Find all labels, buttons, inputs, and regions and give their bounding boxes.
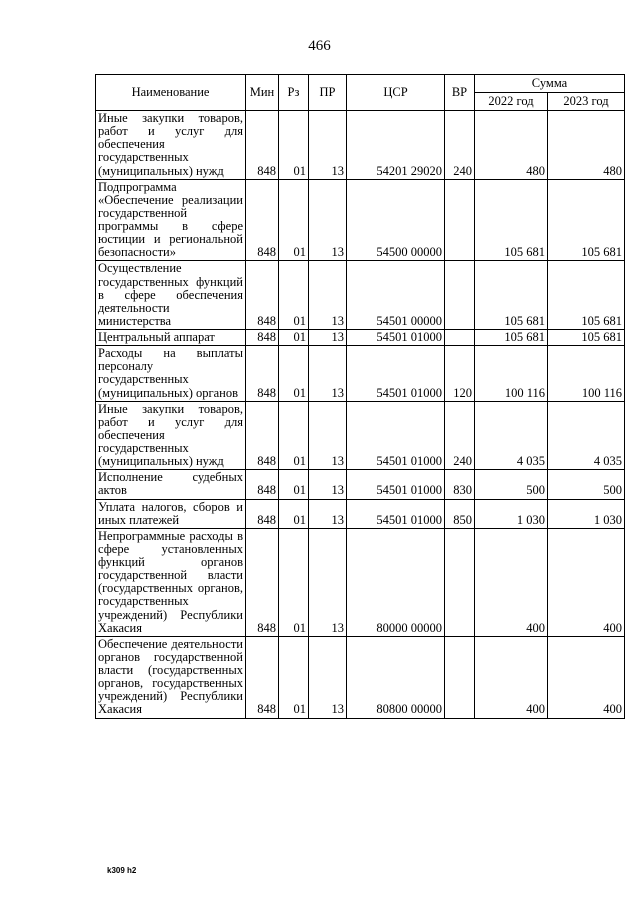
- cell-pr: 13: [309, 636, 347, 718]
- table-row: [96, 636, 625, 718]
- footer-code: k309 h2: [107, 866, 137, 875]
- cell-vr: [445, 179, 475, 261]
- cell-rz: 01: [279, 111, 309, 180]
- cell-name: Подпрограмма «Обеспечение реализации государственной программы в сфере юстиции и региональной безопасности»: [96, 179, 246, 261]
- cell-rz: 01: [279, 261, 309, 330]
- cell-2023: 400: [548, 636, 625, 718]
- cell-2022: 100 116: [475, 346, 548, 402]
- cell-vr: [445, 528, 475, 636]
- header-year-2023: 2023 год: [548, 93, 625, 111]
- cell-vr: [445, 261, 475, 330]
- table-row: [96, 499, 625, 528]
- cell-csr: 54501 00000: [347, 261, 445, 330]
- cell-pr: 13: [309, 528, 347, 636]
- cell-2022: 400: [475, 636, 548, 718]
- cell-vr: 240: [445, 111, 475, 180]
- cell-name: Исполнение судебных актов: [96, 470, 246, 499]
- cell-pr: 13: [309, 261, 347, 330]
- header-rz: Рз: [279, 75, 309, 111]
- cell-vr: 850: [445, 499, 475, 528]
- header-min: Мин: [246, 75, 279, 111]
- table-row: [96, 528, 625, 636]
- cell-2023: 400: [548, 528, 625, 636]
- cell-name: Обеспечение деятельности органов государственной власти (государственных органов, государственных учреждений) Республики Хакасия: [96, 636, 246, 718]
- cell-min: 848: [246, 330, 279, 346]
- cell-rz: 01: [279, 528, 309, 636]
- cell-2023: 4 035: [548, 401, 625, 470]
- cell-min: 848: [246, 401, 279, 470]
- table-header: [96, 75, 625, 111]
- cell-csr: 54500 00000: [347, 179, 445, 261]
- page-number: 466: [308, 38, 331, 54]
- cell-pr: 13: [309, 499, 347, 528]
- budget-table: [95, 74, 625, 719]
- header-vr: ВР: [445, 75, 475, 111]
- cell-vr: [445, 330, 475, 346]
- cell-rz: 01: [279, 346, 309, 402]
- cell-2022: 500: [475, 470, 548, 499]
- table-row: [96, 179, 625, 261]
- cell-csr: 54501 01000: [347, 346, 445, 402]
- cell-min: 848: [246, 470, 279, 499]
- header-pr: ПР: [309, 75, 347, 111]
- cell-min: 848: [246, 179, 279, 261]
- cell-min: 848: [246, 111, 279, 180]
- cell-rz: 01: [279, 470, 309, 499]
- cell-vr: [445, 636, 475, 718]
- cell-csr: 80000 00000: [347, 528, 445, 636]
- cell-min: 848: [246, 346, 279, 402]
- cell-min: 848: [246, 636, 279, 718]
- cell-rz: 01: [279, 636, 309, 718]
- header-year-2022: 2022 год: [475, 93, 548, 111]
- cell-vr: 120: [445, 346, 475, 402]
- cell-2022: 4 035: [475, 401, 548, 470]
- table-row: [96, 111, 625, 180]
- cell-name: Иные закупки товаров, работ и услуг для обеспечения государственных (муниципальных) нужд: [96, 401, 246, 470]
- cell-rz: 01: [279, 401, 309, 470]
- cell-pr: 13: [309, 179, 347, 261]
- cell-2023: 105 681: [548, 261, 625, 330]
- header-sum: Сумма: [475, 75, 625, 93]
- cell-min: 848: [246, 499, 279, 528]
- cell-csr: 54501 01000: [347, 499, 445, 528]
- header-csr: ЦСР: [347, 75, 445, 111]
- cell-pr: 13: [309, 470, 347, 499]
- table-row: [96, 330, 625, 346]
- cell-rz: 01: [279, 499, 309, 528]
- table-row: [96, 261, 625, 330]
- cell-2022: 105 681: [475, 179, 548, 261]
- cell-min: 848: [246, 528, 279, 636]
- cell-2023: 100 116: [548, 346, 625, 402]
- cell-2022: 1 030: [475, 499, 548, 528]
- table-row: [96, 470, 625, 499]
- cell-2023: 1 030: [548, 499, 625, 528]
- cell-pr: 13: [309, 401, 347, 470]
- cell-vr: 240: [445, 401, 475, 470]
- header-name: Наименование: [96, 75, 246, 111]
- cell-2023: 105 681: [548, 179, 625, 261]
- cell-2022: 105 681: [475, 261, 548, 330]
- cell-2023: 480: [548, 111, 625, 180]
- table-body: [96, 111, 625, 719]
- table-row: [96, 401, 625, 470]
- cell-2022: 400: [475, 528, 548, 636]
- cell-name: Осуществление государственных функций в сфере обеспечения деятельности министерства: [96, 261, 246, 330]
- cell-min: 848: [246, 261, 279, 330]
- cell-vr: 830: [445, 470, 475, 499]
- cell-2023: 500: [548, 470, 625, 499]
- cell-csr: 54501 01000: [347, 401, 445, 470]
- cell-2022: 480: [475, 111, 548, 180]
- cell-name: Центральный аппарат: [96, 330, 246, 346]
- cell-name: Иные закупки товаров, работ и услуг для обеспечения государственных (муниципальных) нужд: [96, 111, 246, 180]
- cell-csr: 54201 29020: [347, 111, 445, 180]
- cell-2023: 105 681: [548, 330, 625, 346]
- cell-rz: 01: [279, 179, 309, 261]
- cell-csr: 54501 01000: [347, 330, 445, 346]
- table-row: [96, 346, 625, 402]
- cell-pr: 13: [309, 346, 347, 402]
- cell-name: Непрограммные расходы в сфере установленных функций органов государственной власти (государственных органов, государственных учреждений) Республики Хакасия: [96, 528, 246, 636]
- cell-name: Уплата налогов, сборов и иных платежей: [96, 499, 246, 528]
- cell-2022: 105 681: [475, 330, 548, 346]
- cell-rz: 01: [279, 330, 309, 346]
- cell-csr: 54501 01000: [347, 470, 445, 499]
- cell-pr: 13: [309, 330, 347, 346]
- cell-pr: 13: [309, 111, 347, 180]
- cell-name: Расходы на выплаты персоналу государственных (муниципальных) органов: [96, 346, 246, 402]
- cell-csr: 80800 00000: [347, 636, 445, 718]
